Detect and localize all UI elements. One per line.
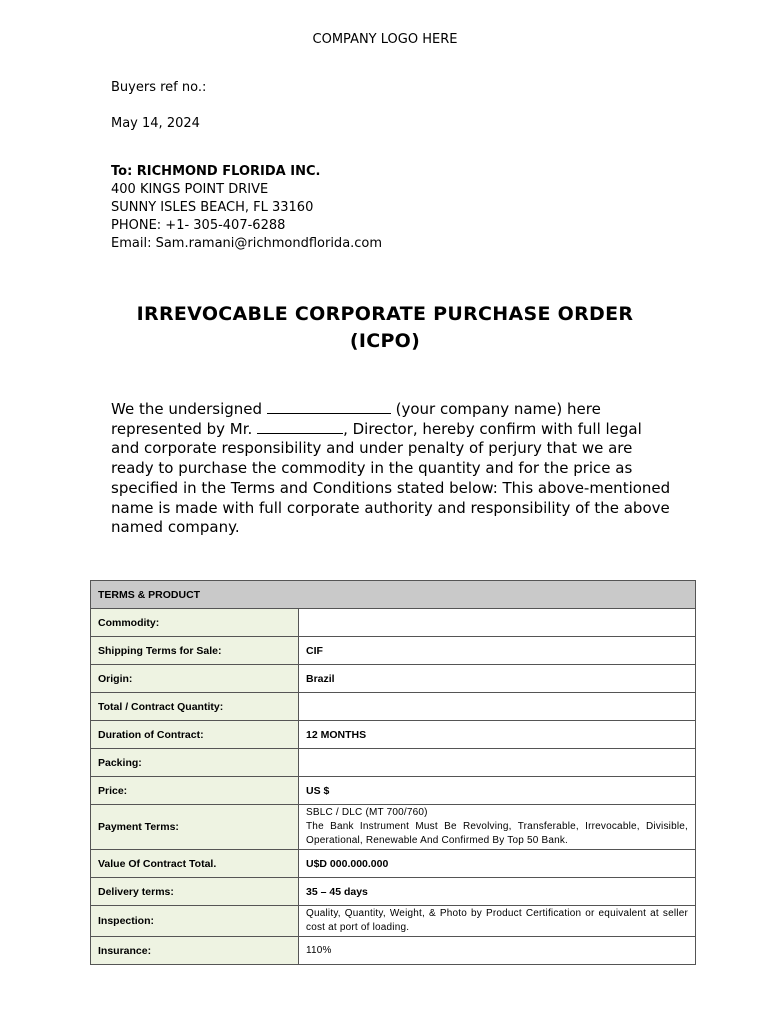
row-label: Inspection:	[91, 906, 299, 937]
row-value: 12 MONTHS	[299, 721, 696, 749]
table-header: TERMS & PRODUCT	[91, 581, 696, 609]
payment-instrument: SBLC / DLC (MT 700/760)	[306, 807, 428, 818]
table-row	[91, 609, 696, 637]
row-value: 35 – 45 days	[299, 878, 696, 906]
row-value: U$D 000.000.000	[299, 850, 696, 878]
row-label: Insurance:	[91, 937, 299, 965]
buyers-ref-label: Buyers ref no.:	[111, 80, 207, 95]
table-row	[91, 749, 696, 777]
intro-paragraph	[111, 400, 671, 538]
recipient-name: To: RICHMOND FLORIDA INC.	[111, 164, 321, 179]
table-row	[91, 777, 696, 805]
row-value	[299, 693, 696, 721]
row-label: Payment Terms:	[91, 805, 299, 850]
table-row	[91, 637, 696, 665]
row-label: Price:	[91, 777, 299, 805]
document-date: May 14, 2024	[111, 116, 200, 131]
title-line-2: (ICPO)	[349, 330, 421, 352]
recipient-city: SUNNY ISLES BEACH, FL 33160	[111, 200, 314, 215]
row-value	[299, 749, 696, 777]
intro-text-3: , Director, hereby confirm with full legal and corporate responsibility and under penalty of perjury that we are ready to purchase the commodity in the quantity and for the price as specified in the Terms and Conditions stated below: This above-mentioned name is made with full corporate authority and responsibility of the above named company.	[111, 419, 671, 537]
recipient-phone: PHONE: +1- 305-407-6288	[111, 218, 286, 233]
row-value: 110%	[299, 937, 696, 965]
recipient-street: 400 KINGS POINT DRIVE	[111, 182, 269, 197]
row-value: US $	[299, 777, 696, 805]
row-label: Origin:	[91, 665, 299, 693]
table-row	[91, 721, 696, 749]
terms-product-table	[90, 580, 696, 965]
table-row	[91, 805, 696, 850]
director-name-blank[interactable]	[257, 420, 343, 434]
row-label: Shipping Terms for Sale:	[91, 637, 299, 665]
row-label: Value Of Contract Total.	[91, 850, 299, 878]
row-value	[299, 609, 696, 637]
row-label: Delivery terms:	[91, 878, 299, 906]
company-logo-placeholder: COMPANY LOGO HERE	[312, 32, 458, 47]
intro-text-1: We the undersigned	[111, 400, 263, 418]
row-label: Total / Contract Quantity:	[91, 693, 299, 721]
row-label: Duration of Contract:	[91, 721, 299, 749]
row-value	[299, 805, 696, 850]
document-title	[0, 301, 770, 355]
table-row	[91, 906, 696, 937]
recipient-address-block	[111, 163, 382, 253]
row-label: Packing:	[91, 749, 299, 777]
intro-text-2: (your company name) here represented by Mr.	[111, 400, 601, 438]
table-row	[91, 937, 696, 965]
row-value: Quality, Quantity, Weight, & Photo by Product Certification or equivalent at seller cost at port of loading.	[299, 906, 696, 937]
table-header-row	[91, 581, 696, 609]
recipient-email: Email: Sam.ramani@richmondflorida.com	[111, 236, 383, 251]
row-label: Commodity:	[91, 609, 299, 637]
title-line-1: IRREVOCABLE CORPORATE PURCHASE ORDER	[136, 303, 634, 325]
table-row	[91, 850, 696, 878]
row-value: Brazil	[299, 665, 696, 693]
table-row	[91, 665, 696, 693]
table-row	[91, 878, 696, 906]
company-name-blank[interactable]	[267, 400, 391, 414]
payment-conditions: The Bank Instrument Must Be Revolving, Transferable, Irrevocable, Divisible, Operational, Renewable And Confirmed By Top 50 Bank.	[306, 821, 688, 846]
table-row	[91, 693, 696, 721]
row-value: CIF	[299, 637, 696, 665]
